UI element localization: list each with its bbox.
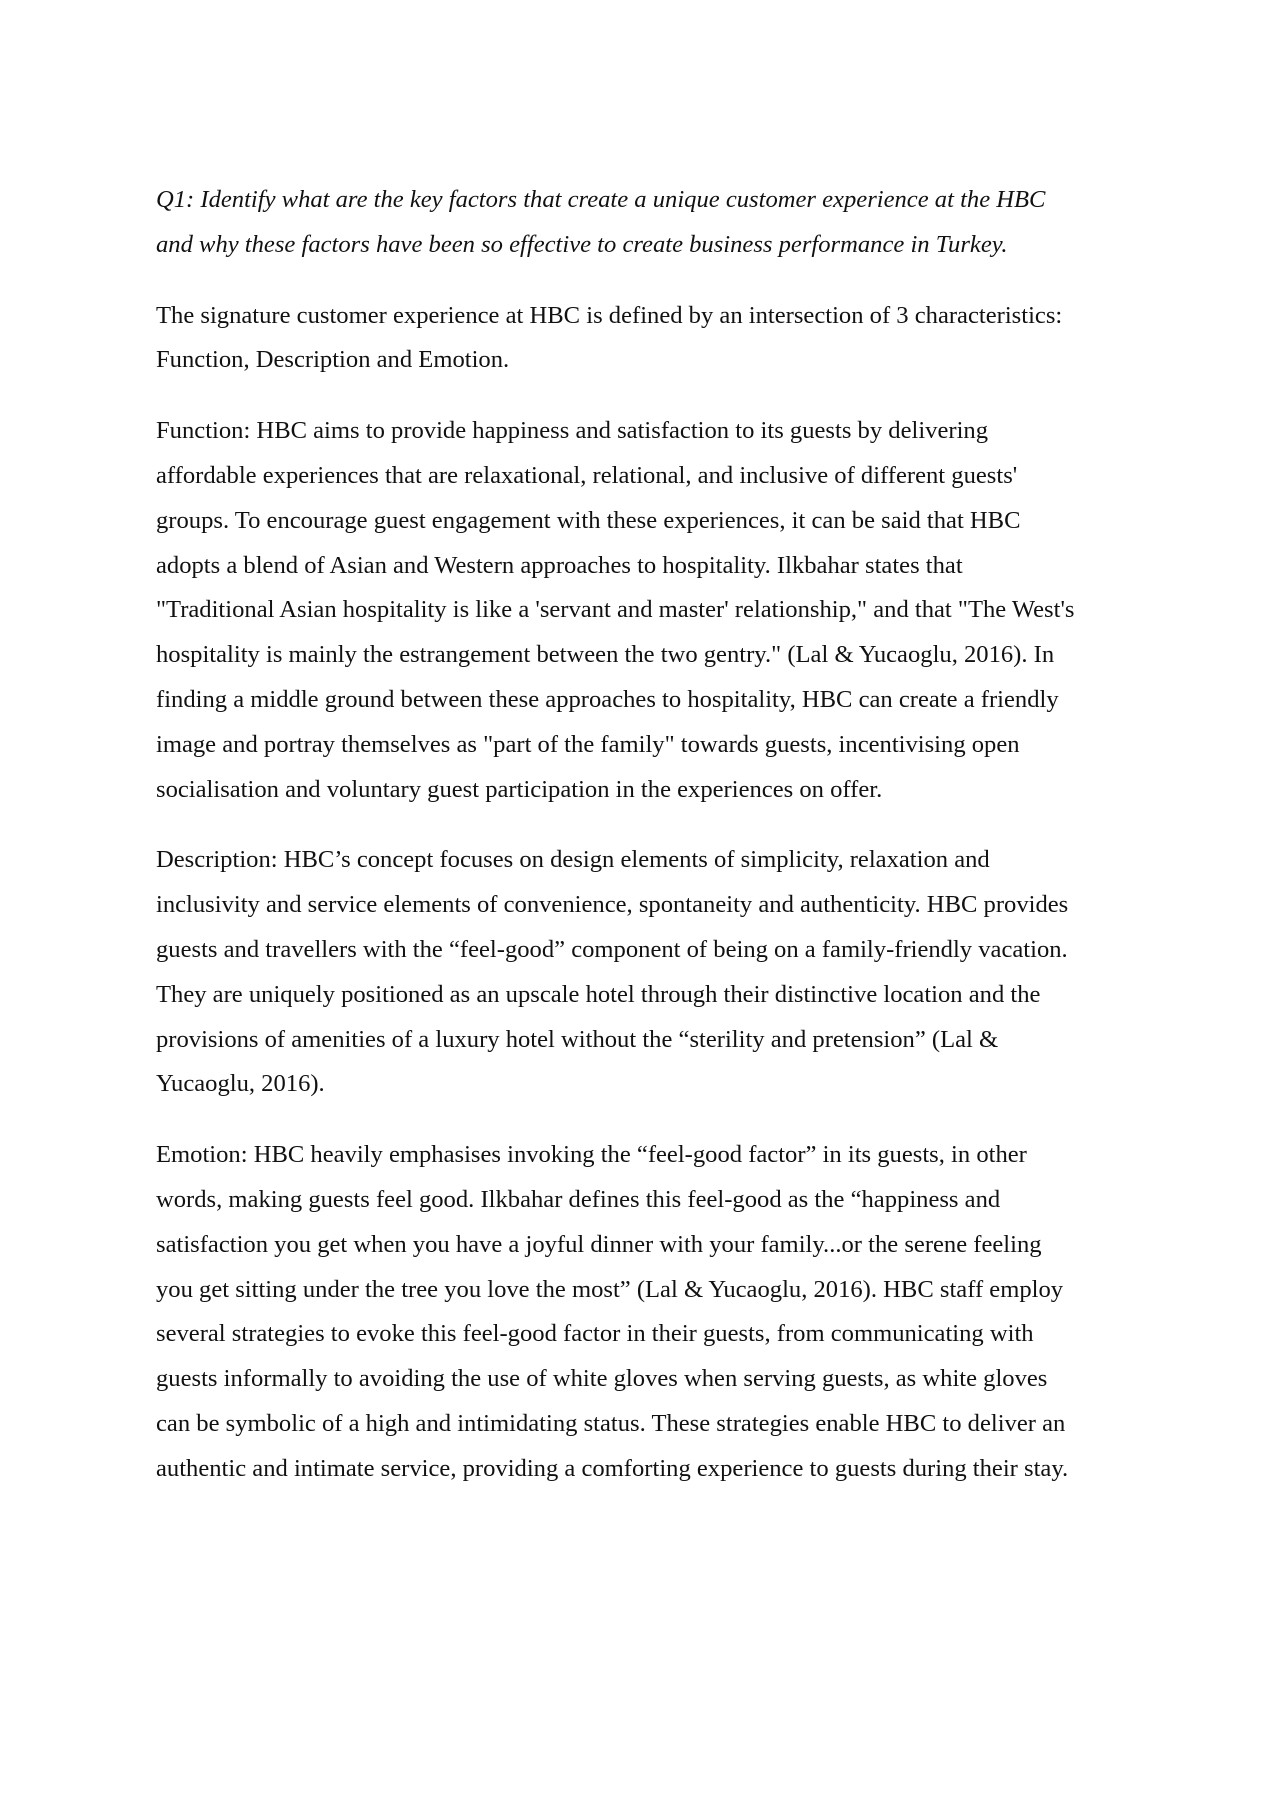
document-page: [156, 178, 1136, 1518]
description-paragraph: Description: HBC’s concept focuses on design elements of simplicity, relaxation and inclusivity and service elements of convenience, spontaneity and authenticity. HBC provides guests and travellers with the “feel-good” component of being on a family-friendly vacation. They are uniquely positioned as an upscale hotel through their distinctive location and the provisions of amenities of a luxury hotel without the “sterility and pretension” (Lal & Yucaoglu, 2016).: [156, 846, 1069, 1098]
question-heading: Q1: Identify what are the key factors that create a unique customer experience at the HBC and why these factors have been so effective to create business performance in Turkey.: [156, 186, 1046, 258]
intro-paragraph: The signature customer experience at HBC is defined by an intersection of 3 characteristics: Function, Description and Emotion.: [156, 301, 1063, 374]
function-paragraph: Function: HBC aims to provide happiness and satisfaction to its guests by delivering affordable experiences that are relaxational, relational, and inclusive of different guests' groups. To encourage guest engagement with these experiences, it can be said that HBC adopts a blend of Asian and Western approaches to hospitality. Ilkbahar states that "Traditional Asian hospitality is like a 'servant and master' relationship," and that "The West's hospitality is mainly the estrangement between the two gentry." (Lal & Yucaoglu, 2016). In finding a middle ground between these approaches to hospitality, HBC can create a friendly image and portray themselves as "part of the family" towards guests, incentivising open socialisation and voluntary guest participation in the experiences on offer.: [156, 417, 1075, 803]
emotion-paragraph: Emotion: HBC heavily emphasises invoking the “feel-good factor” in its guests, in other words, making guests feel good. Ilkbahar defines this feel-good as the “happiness and satisfaction you get when you have a joyful dinner with your family...or the serene feeling you get sitting under the tree you love the most” (Lal & Yucaoglu, 2016). HBC staff employ several strategies to evoke this feel-good factor in their guests, from communicating with guests informally to avoiding the use of white gloves when serving guests, as white gloves can be symbolic of a high and intimidating status. These strategies enable HBC to deliver an authentic and intimate service, providing a comforting experience to guests during their stay.: [156, 1141, 1069, 1482]
